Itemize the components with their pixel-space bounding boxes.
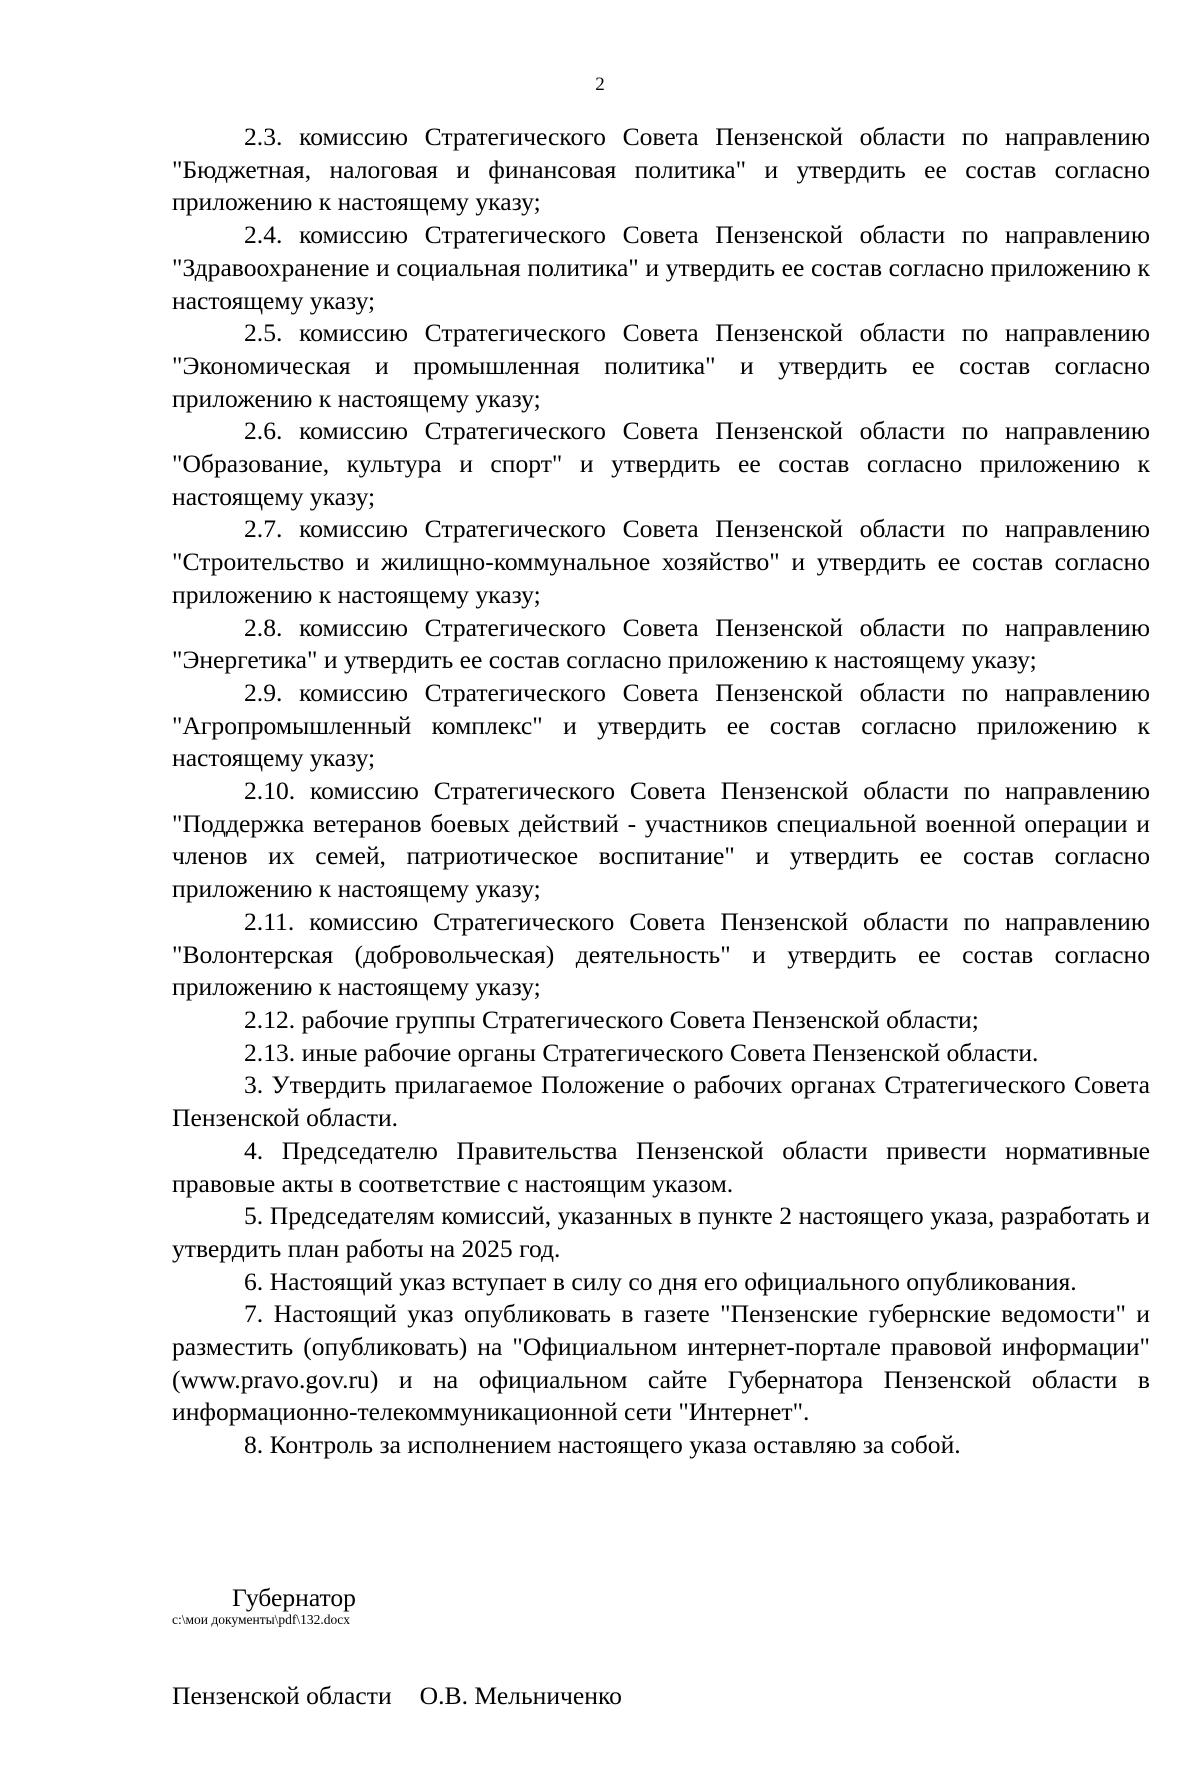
paragraph-2-5: 2.5. комиссию Стратегического Совета Пензенской области по направлению "Экономическая и промышленная политика" и утвердить ее состав согласно приложению к настоящему указу; (172, 318, 1150, 413)
paragraph-2-7: 2.7. комиссию Стратегического Совета Пензенской области по направлению "Строительство и жилищно-коммунальное хозяйство" и утвердить ее состав согласно приложению к настоящему указу; (172, 514, 1150, 609)
signature-line (172, 1680, 622, 1713)
paragraph-2-11: 2.11. комиссию Стратегического Совета Пензенской области по направлению "Волонтерская (добровольческая) деятельность" и утвердить ее состав согласно приложению к настоящему указу; (172, 906, 1150, 1002)
signature-title: Губернатор (232, 1583, 356, 1612)
paragraph-2-4: 2.4. комиссию Стратегического Совета Пензенской области по направлению "Здравоохранение и социальная политика" и утвердить ее состав согласно приложению к настоящему указу; (172, 220, 1150, 315)
file-path-footer: c:\мои документы\pdf\132.docx (172, 1612, 351, 1627)
paragraph-5: 5. Председателям комиссий, указанных в пункте 2 настоящего указа, разработать и утвердить план работы на 2025 год. (172, 1201, 1150, 1263)
paragraph-2-6: 2.6. комиссию Стратегического Совета Пензенской области по направлению "Образование, культура и спорт" и утвердить ее состав согласно приложению к настоящему указу; (172, 416, 1150, 511)
paragraph-2-10: 2.10. комиссию Стратегического Совета Пензенской области по направлению "Поддержка ветеранов боевых действий - участников специальной военной операции и членов их семей, патриотическое воспитание" и утвердить ее состав согласно приложению к настоящему указу; (172, 776, 1150, 904)
paragraph-4: 4. Председателю Правительства Пензенской области привести нормативные правовые акты в соответствие с настоящим указом. (172, 1135, 1150, 1198)
paragraph-2-13: 2.13. иные рабочие органы Стратегического Совета Пензенской области. (244, 1037, 1039, 1067)
page-number: 2 (595, 74, 605, 95)
document-body (172, 121, 1150, 1462)
paragraph-2-9: 2.9. комиссию Стратегического Совета Пензенской области по направлению "Агропромышленный комплекс" и утвердить ее состав согласно приложению к настоящему указу; (172, 677, 1150, 773)
signature-block (172, 1517, 622, 1777)
paragraph-2-8: 2.8. комиссию Стратегического Совета Пензенской области по направлению "Энергетика" и утвердить ее состав согласно приложению к настоящему указу; (172, 612, 1150, 675)
paragraph-7: 7. Настоящий указ опубликовать в газете "Пензенские губернские ведомости" и разместить (опубликовать) на "Официальном интернет-портале правовой информации" (www.pravo.gov.ru) и на официальном сайте Губернатора Пензенской области в информационно-телекоммуникационной сети "Интернет". (172, 1299, 1150, 1427)
paragraph-3: 3. Утвердить прилагаемое Положение о рабочих органах Стратегического Совета Пензенской области. (172, 1070, 1150, 1133)
signature-name: О.В. Мельниченко (419, 1680, 622, 1710)
paragraph-6: 6. Настоящий указ вступает в силу со дня его официального опубликования. (244, 1266, 1077, 1296)
paragraph-8: 8. Контроль за исполнением настоящего указа оставляю за собой. (244, 1430, 961, 1460)
signature-region: Пензенской области (172, 1680, 392, 1710)
paragraph-2-12: 2.12. рабочие группы Стратегического Совета Пензенской области; (244, 1004, 979, 1034)
paragraph-2-3: 2.3. комиссию Стратегического Совета Пензенской области по направлению "Бюджетная, налоговая и финансовая политика" и утвердить ее состав согласно приложению к настоящему указу; (172, 122, 1150, 217)
